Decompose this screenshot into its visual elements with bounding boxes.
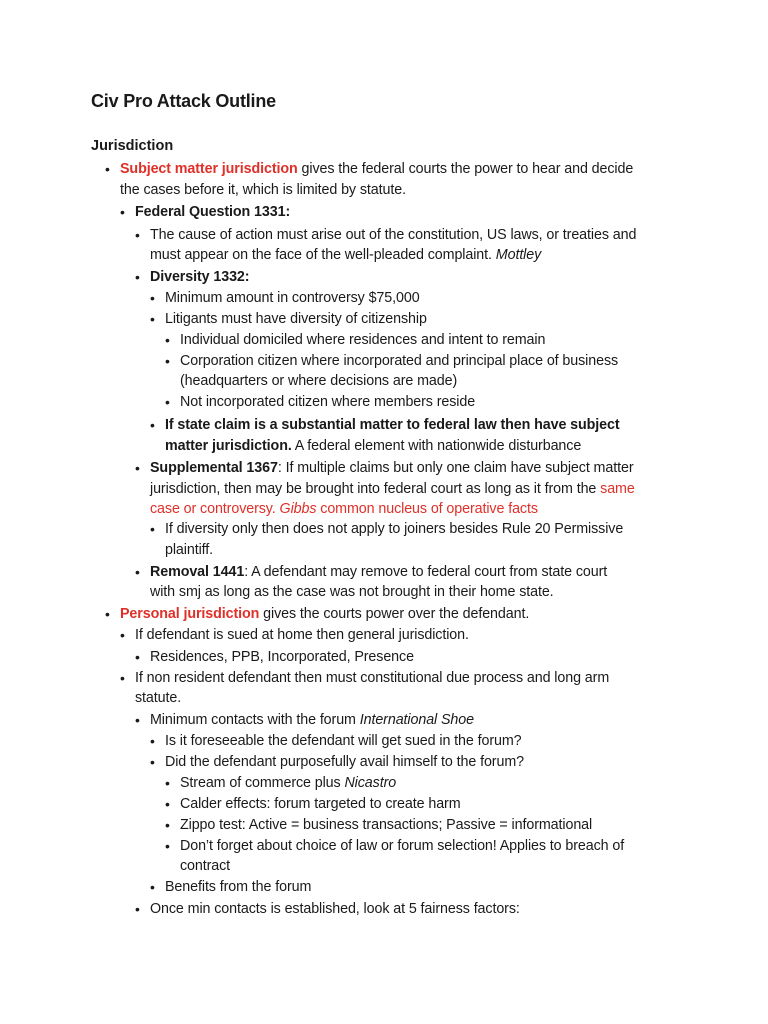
outline-line	[120, 604, 529, 625]
bullet-marker: •	[135, 460, 140, 476]
outline-text: A federal element with nationwide disturbance	[291, 438, 582, 454]
bullet-marker: •	[165, 332, 170, 348]
outline-text: If non resident defendant then must constitutional due process and long arm	[135, 670, 610, 686]
bullet-marker: •	[120, 670, 125, 686]
outline-text: contract	[180, 858, 231, 874]
outline-text: Did the defendant purposefully avail himself to the forum?	[165, 754, 524, 770]
outline-text: : If multiple claims but only one claim have subject matter	[277, 460, 634, 476]
bullet-marker: •	[150, 290, 155, 306]
bullet-marker: •	[165, 775, 170, 791]
outline-text: Calder effects: forum targeted to create harm	[180, 796, 461, 812]
outline-text: gives the courts power over the defendant.	[259, 606, 530, 622]
bullet-marker: •	[135, 564, 140, 580]
outline-line	[150, 582, 554, 603]
outline-text: Minimum contacts with the forum	[150, 712, 360, 728]
outline-line	[150, 245, 541, 266]
outline-text: Individual domiciled where residences and intent to remain	[180, 332, 546, 348]
outline-text: Corporation citizen where incorporated and principal place of business	[180, 353, 619, 369]
outline-line	[165, 309, 427, 330]
outline-text: with smj as long as the case was not brought in their home state.	[150, 584, 554, 600]
outline-line	[180, 392, 475, 413]
outline-line	[165, 540, 213, 561]
outline-text: case or controversy.	[150, 501, 280, 517]
outline-text: the cases before it, which is limited by statute.	[120, 182, 406, 198]
outline-line	[120, 159, 633, 180]
outline-text: If state claim is a substantial matter to federal law then have subject	[165, 417, 620, 433]
outline-line	[180, 815, 592, 836]
outline-text: Litigants must have diversity of citizenship	[165, 311, 427, 327]
outline-text: gives the federal courts the power to hear and decide	[297, 161, 634, 177]
bullet-marker: •	[165, 353, 170, 369]
outline-text: Benefits from the forum	[165, 879, 312, 895]
bullet-marker: •	[150, 733, 155, 749]
outline-text: matter jurisdiction.	[165, 438, 292, 454]
outline-text: Federal Question 1331:	[135, 204, 291, 220]
outline-line	[180, 856, 230, 877]
bullet-marker: •	[135, 227, 140, 243]
outline-text: Stream of commerce plus	[180, 775, 345, 791]
outline-line	[180, 794, 461, 815]
outline-line	[135, 625, 469, 646]
bullet-marker: •	[165, 817, 170, 833]
outline-line	[180, 351, 618, 372]
outline-line	[165, 519, 623, 540]
outline-text: same	[600, 481, 635, 497]
outline-line	[165, 877, 311, 898]
bullet-marker: •	[135, 269, 140, 285]
outline-text: If diversity only then does not apply to joiners besides Rule 20 Permissive	[165, 521, 624, 537]
outline-line	[150, 458, 633, 479]
document-title: Civ Pro Attack Outline	[91, 91, 276, 111]
outline-line	[180, 836, 624, 857]
bullet-marker: •	[105, 161, 110, 177]
outline-text: Personal jurisdiction	[120, 606, 260, 622]
bullet-marker: •	[150, 521, 155, 537]
outline-line	[165, 415, 620, 436]
bullet-marker: •	[135, 712, 140, 728]
outline-text: Subject matter jurisdiction	[120, 161, 298, 177]
outline-line	[180, 330, 545, 351]
bullet-marker: •	[120, 627, 125, 643]
outline-line	[165, 752, 524, 773]
outline-line	[150, 899, 520, 920]
outline-text: Supplemental 1367	[150, 460, 278, 476]
outline-line	[165, 288, 420, 309]
outline-line	[135, 202, 290, 223]
outline-line	[135, 688, 181, 709]
outline-text: Mottley	[495, 247, 542, 263]
outline-text: Zippo test: Active = business transactions; Passive = informational	[180, 817, 593, 833]
outline-text: Is it foreseeable the defendant will get sued in the forum?	[165, 733, 522, 749]
outline-text: Removal 1441	[150, 564, 245, 580]
outline-line	[135, 668, 609, 689]
outline-line	[180, 371, 457, 392]
bullet-marker: •	[120, 204, 125, 220]
outline-text: (headquarters or where decisions are made)	[180, 373, 458, 389]
bullet-marker: •	[150, 754, 155, 770]
outline-text: The cause of action must arise out of the constitution, US laws, or treaties and	[150, 227, 637, 243]
outline-text: statute.	[135, 690, 182, 706]
outline-text: jurisdiction, then may be brought into federal court as long as it from the	[150, 481, 601, 497]
bullet-marker: •	[105, 606, 110, 622]
outline-line	[150, 267, 249, 288]
outline-text: Not incorporated citizen where members reside	[180, 394, 476, 410]
outline-text: Nicastro	[344, 775, 397, 791]
outline-text: Don’t forget about choice of law or forum selection! Applies to breach of	[180, 838, 625, 854]
bullet-marker: •	[165, 394, 170, 410]
outline-text: Gibbs	[279, 501, 317, 517]
outline-line	[180, 773, 396, 794]
outline-line	[150, 499, 538, 520]
outline-line	[150, 225, 636, 246]
outline-text: Once min contacts is established, look at 5 fairness factors:	[150, 901, 520, 917]
bullet-marker: •	[150, 311, 155, 327]
bullet-marker: •	[150, 417, 155, 433]
outline-line	[120, 180, 406, 201]
outline-line	[150, 647, 414, 668]
outline-text: If defendant is sued at home then general jurisdiction.	[135, 627, 469, 643]
outline-text: Residences, PPB, Incorporated, Presence	[150, 649, 414, 665]
outline-line	[150, 562, 607, 583]
outline-text: Diversity 1332:	[150, 269, 250, 285]
outline-text: common nucleus of operative facts	[316, 501, 538, 517]
bullet-marker: •	[150, 879, 155, 895]
bullet-marker: •	[165, 796, 170, 812]
outline-line	[150, 479, 635, 500]
outline-line	[165, 436, 581, 457]
outline-text: International Shoe	[359, 712, 474, 728]
outline-line	[150, 710, 474, 731]
bullet-marker: •	[135, 649, 140, 665]
outline-text: Minimum amount in controversy $75,000	[165, 290, 420, 306]
outline-line	[165, 731, 522, 752]
outline-text: : A defendant may remove to federal court from state court	[244, 564, 608, 580]
bullet-marker: •	[165, 838, 170, 854]
section-heading: Jurisdiction	[91, 138, 174, 154]
bullet-marker: •	[135, 901, 140, 917]
outline-text: plaintiff.	[165, 542, 214, 558]
outline-text: must appear on the face of the well-pleaded complaint.	[150, 247, 496, 263]
